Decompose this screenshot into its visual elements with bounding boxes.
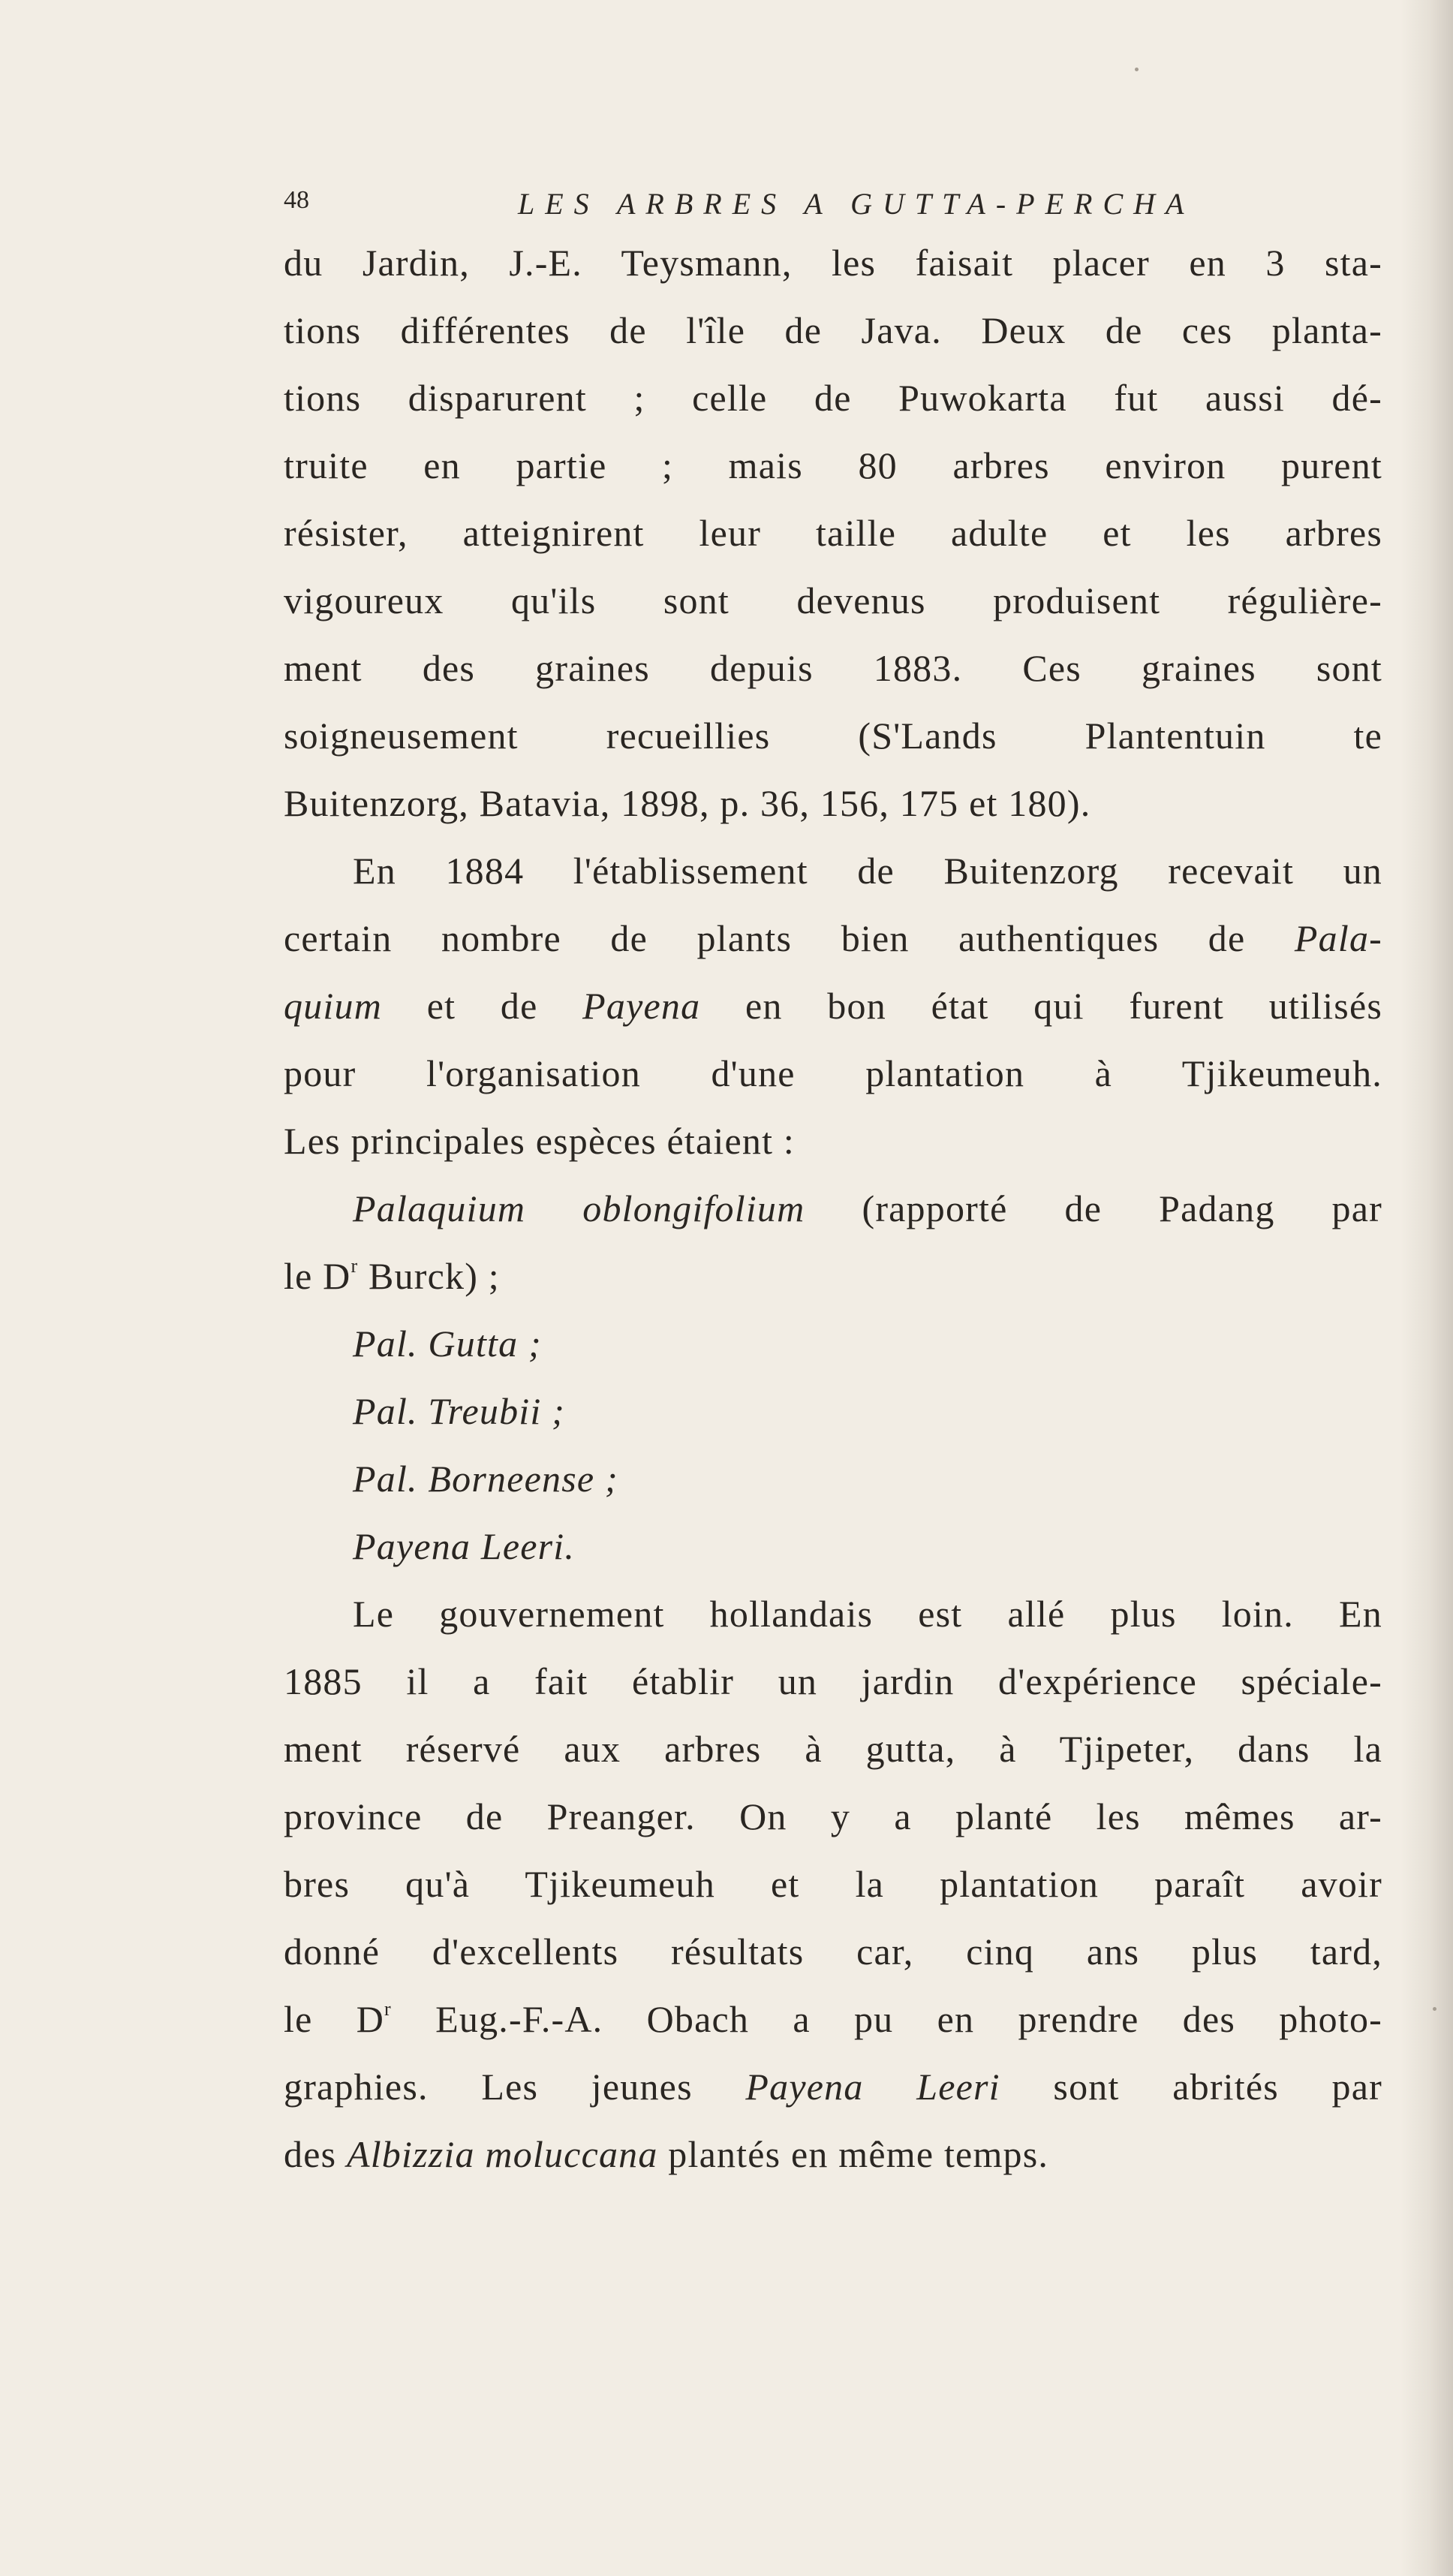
text-line: Le gouvernement hollandais est allé plus loin. En: [353, 1593, 1382, 1635]
text-run: Burck) ;: [358, 1255, 500, 1297]
text-line: [284, 972, 1382, 1040]
text-line: [284, 1242, 1382, 1310]
text-line: résister, atteignirent leur taille adulte et les arbres: [284, 512, 1382, 554]
text-line: [284, 2053, 1382, 2120]
genus-name: Payena: [582, 985, 701, 1027]
text-line: ment réservé aux arbres à gutta, à Tjipeter, dans la: [284, 1728, 1382, 1770]
superscript: r: [384, 1998, 392, 2020]
text-line: bres qu'à Tjikeumeuh et la plantation paraît avoir: [284, 1863, 1382, 1905]
species-item: [284, 1175, 1382, 1242]
text-line: donné d'excellents résultats car, cinq ans plus tard,: [284, 1930, 1382, 1973]
species-name: Pal. Gutta ;: [353, 1323, 542, 1365]
species-name: Payena Leeri: [745, 2066, 1000, 2108]
text-line: tions différentes de l'île de Java. Deux de ces planta-: [284, 309, 1382, 351]
species-name: Pal. Borneense ;: [353, 1458, 618, 1500]
page-number: 48: [284, 186, 309, 214]
species-item: [284, 1445, 1382, 1512]
text-run: certain nombre de plants bien authentiques de: [284, 917, 1295, 959]
text-line: [284, 2120, 1382, 2188]
text-line: [284, 904, 1382, 972]
text-line: 1885 il a fait établir un jardin d'expérience spéciale-: [284, 1660, 1382, 1702]
species-item: [284, 1512, 1382, 1580]
page-edge-shadow: [1400, 0, 1453, 2576]
text-line: Les principales espèces étaient :: [284, 1120, 795, 1162]
text-line: En 1884 l'établissement de Buitenzorg recevait un: [353, 850, 1382, 892]
text-line: du Jardin, J.-E. Teysmann, les faisait placer en 3 sta-: [284, 242, 1382, 284]
text-run: graphies. Les jeunes: [284, 2066, 746, 2108]
text-line: Buitenzorg, Batavia, 1898, p. 36, 156, 175 et 180).: [284, 782, 1091, 824]
text-run: plantés en même temps.: [657, 2133, 1049, 2175]
text-run: le D: [284, 1998, 385, 2040]
paper-speck: [1135, 68, 1139, 71]
genus-name: quium: [284, 985, 382, 1027]
text-run: (rapporté de Padang par: [805, 1187, 1382, 1229]
species-name: Payena Leeri.: [353, 1525, 576, 1567]
species-name: Palaquium oblongifolium: [353, 1187, 805, 1229]
text-run: sont abrités par: [1000, 2066, 1383, 2108]
species-name: Albizzia moluccana: [346, 2133, 658, 2175]
species-name: Pal. Treubii ;: [353, 1390, 566, 1432]
text-line: [284, 1985, 1382, 2053]
superscript: r: [350, 1255, 359, 1277]
species-item: [284, 1310, 1382, 1377]
body-text: [284, 229, 1382, 2188]
text-line: pour l'organisation d'une plantation à Tjikeumeuh.: [284, 1052, 1382, 1094]
text-run: Eug.-F.-A. Obach a pu en prendre des photo-: [391, 1998, 1382, 2040]
text-line: province de Preanger. On y a planté les mêmes ar-: [284, 1795, 1382, 1837]
text-line: tions disparurent ; celle de Puwokarta fut aussi dé-: [284, 377, 1382, 419]
species-item: [284, 1377, 1382, 1445]
text-run: le D: [284, 1255, 351, 1297]
text-run: des: [284, 2133, 347, 2175]
text-run: en bon état qui furent utilisés: [700, 985, 1382, 1027]
text-line: truite en partie ; mais 80 arbres environ purent: [284, 444, 1382, 486]
text-line: vigoureux qu'ils sont devenus produisent régulière-: [284, 579, 1382, 621]
running-title: LES ARBRES A GUTTA-PERCHA: [518, 187, 1195, 221]
text-run: et de: [382, 985, 583, 1027]
paper-speck: [1433, 2007, 1436, 2011]
text-line: soigneusement recueillies (S'Lands Plantentuin te: [284, 715, 1382, 757]
genus-name: Pala-: [1294, 917, 1382, 959]
text-line: ment des graines depuis 1883. Ces graines sont: [284, 647, 1382, 689]
